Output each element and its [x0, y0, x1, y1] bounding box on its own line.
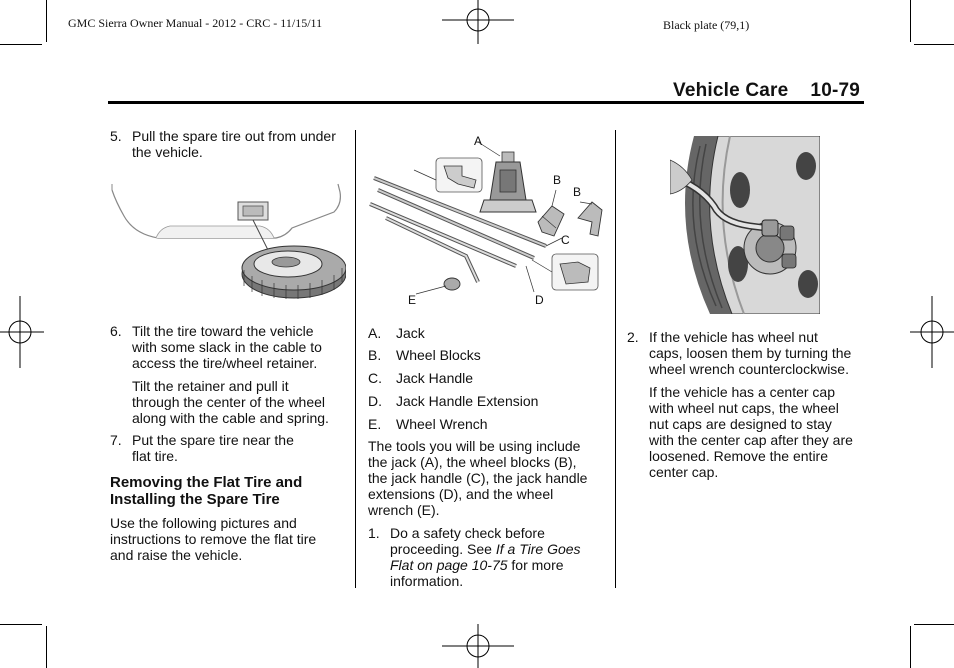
- note-line: through the center of the wheel: [132, 394, 326, 410]
- legend-letter: E.: [368, 416, 382, 432]
- note-line: If the vehicle has a center cap: [649, 384, 835, 400]
- crop-mark: [46, 0, 47, 42]
- section-heading: [110, 474, 350, 508]
- step-text-line: Tilt the tire toward the vehicle: [132, 323, 314, 339]
- step-text-line: for more: [507, 557, 564, 573]
- tools-paragraph: [368, 438, 612, 518]
- column-divider: [615, 130, 616, 588]
- step-text-line: with some slack in the cable to: [132, 339, 322, 355]
- legend-letter: B.: [368, 347, 382, 363]
- step-text-line: caps, loosen them by turning the: [649, 345, 852, 361]
- plate-label: Black plate (79,1): [663, 18, 750, 32]
- figure-label-e: E: [408, 293, 417, 307]
- jack-tools-illustration: [366, 132, 606, 308]
- wheel-wrench-illustration: [670, 136, 820, 314]
- intro-line: Use the following pictures and: [110, 515, 297, 531]
- legend-letter: A.: [368, 325, 382, 341]
- crop-mark: [914, 624, 954, 625]
- figure-label-c: C: [561, 233, 570, 247]
- legend-text: Wheel Blocks: [396, 347, 481, 363]
- step-text-line: If the vehicle has wheel nut: [649, 329, 818, 345]
- step-text-line: information.: [390, 573, 464, 589]
- step-number: 7.: [110, 432, 122, 448]
- step-text-line: the vehicle.: [132, 144, 203, 160]
- note-line: loosened. Remove the entire: [649, 448, 828, 464]
- note-line: along with the cable and spring.: [132, 410, 329, 426]
- tools-line: the jack handle (C), the jack handle: [368, 470, 588, 486]
- page-title: [673, 80, 860, 102]
- step-number: 1.: [368, 525, 380, 541]
- step-text-line: Do a safety check before: [390, 525, 545, 541]
- intro-line: and raise the vehicle.: [110, 547, 243, 563]
- note-line: center cap.: [649, 464, 719, 480]
- legend-text: Wheel Wrench: [396, 416, 488, 432]
- figure-label-b: B: [573, 185, 582, 199]
- registration-mark-top: [442, 0, 514, 44]
- note-line: with wheel nut caps, the wheel: [649, 400, 839, 416]
- figure-label-b: B: [553, 173, 562, 187]
- step-text-line: wheel wrench counterclockwise.: [649, 361, 849, 377]
- figure-label-d: D: [535, 293, 544, 307]
- legend-text: Jack: [396, 325, 425, 341]
- legend-letter: C.: [368, 370, 382, 386]
- registration-mark-left: [0, 296, 44, 368]
- heading-line: Installing the Spare Tire: [110, 491, 280, 508]
- section-title: Vehicle Care: [673, 80, 789, 101]
- step-text-line: access the tire/wheel retainer.: [132, 355, 318, 371]
- heading-line: Removing the Flat Tire and: [110, 474, 303, 491]
- step-text-line: Pull the spare tire out from under: [132, 128, 336, 144]
- legend-text: Jack Handle Extension: [396, 393, 539, 409]
- crop-mark: [910, 626, 911, 668]
- intro-paragraph: [110, 515, 350, 563]
- tools-line: The tools you will be using include: [368, 438, 581, 454]
- note-line: with the center cap after they are: [649, 432, 853, 448]
- step-number: 6.: [110, 323, 122, 339]
- step-text-line: Put the spare tire near the: [132, 432, 294, 448]
- column-divider: [355, 130, 356, 588]
- registration-mark-right: [910, 296, 954, 368]
- title-rule: [108, 101, 864, 104]
- spare-tire-illustration: [110, 182, 346, 304]
- tools-line: wrench (E).: [368, 502, 440, 518]
- registration-mark-bottom: [442, 624, 514, 668]
- crop-mark: [46, 626, 47, 668]
- note-line: nut caps are designed to stay: [649, 416, 832, 432]
- intro-line: instructions to remove the flat tire: [110, 531, 317, 547]
- step-6-note: [132, 378, 352, 426]
- cross-reference-link[interactable]: Flat on page 10-75: [390, 557, 508, 573]
- manual-header: GMC Sierra Owner Manual - 2012 - CRC - 11/15/11: [68, 16, 323, 30]
- crop-mark: [914, 44, 954, 45]
- figure-label-a: A: [474, 134, 483, 148]
- step-number: 5.: [110, 128, 122, 144]
- crop-mark: [0, 624, 42, 625]
- crop-mark: [910, 0, 911, 42]
- legend-text: Jack Handle: [396, 370, 474, 386]
- step-text-line: proceeding. See: [390, 541, 496, 557]
- page-number: 10-79: [810, 80, 861, 101]
- step-number: 2.: [627, 329, 639, 345]
- step-text-line: flat tire.: [132, 448, 178, 464]
- crop-mark: [0, 44, 42, 45]
- tools-line: the jack (A), the wheel blocks (B),: [368, 454, 577, 470]
- note-line: Tilt the retainer and pull it: [132, 378, 289, 394]
- tools-line: extensions (D), and the wheel: [368, 486, 554, 502]
- step-2-note: [649, 384, 875, 480]
- legend-letter: D.: [368, 393, 382, 409]
- cross-reference-link[interactable]: If a Tire Goes: [495, 541, 581, 557]
